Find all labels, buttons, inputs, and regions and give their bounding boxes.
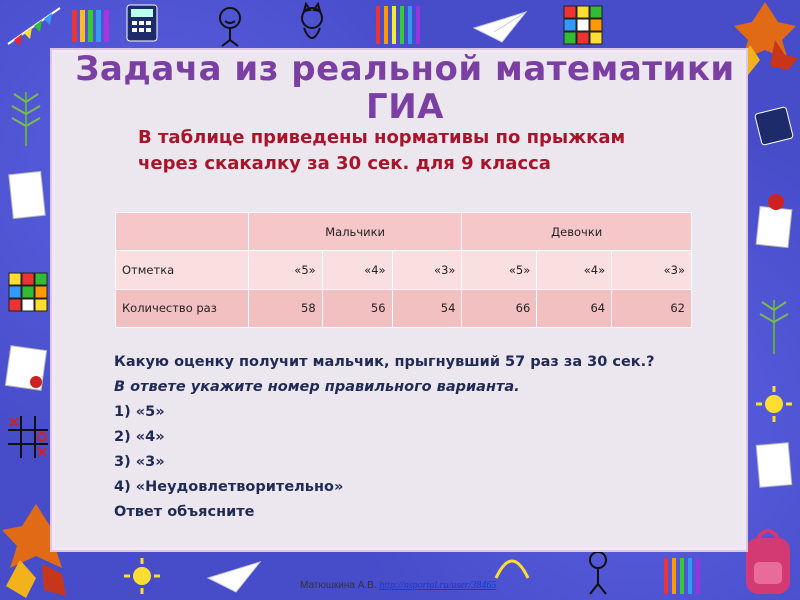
smiley-icon: [210, 4, 250, 48]
rubik-cube-icon: [6, 270, 50, 314]
table-cell: 58: [248, 289, 322, 327]
answer-option: 2) «4»: [114, 429, 165, 445]
table-cell: «4»: [537, 251, 612, 289]
notepad-icon: [8, 170, 46, 220]
calculator-icon: [124, 2, 160, 44]
stickman-icon: [578, 550, 618, 596]
slide-title: Задача из реальной математики ГИА: [75, 49, 735, 127]
notepad-icon: [4, 344, 50, 394]
spiral-icon: [492, 548, 532, 582]
table-cell: 64: [537, 289, 612, 327]
answer-option: 1) «5»: [114, 404, 165, 420]
paper-plane-icon: [472, 10, 528, 44]
table-cell: «5»: [248, 251, 322, 289]
calculator-icon: [754, 106, 794, 146]
norms-table: [115, 212, 692, 328]
notepad-icon: [754, 440, 794, 490]
table-cell: «4»: [322, 251, 392, 289]
table-corner-cell: [116, 213, 249, 251]
pencils-icon: [68, 6, 128, 46]
cat-icon: [292, 2, 332, 48]
table-row: [116, 251, 692, 289]
backpack-icon: [740, 524, 796, 598]
table-row-label: Отметка: [116, 251, 249, 289]
paper-plane-icon: [206, 560, 262, 594]
table-cell: «3»: [392, 251, 462, 289]
question-text: Какую оценку получит мальчик, прыгнувший 57 раз за 30 сек.?: [114, 354, 655, 370]
tree-icon: [8, 88, 44, 148]
intro-text: В таблице приведены нормативы по прыжкам через скакалку за 30 сек. для 9 класса: [138, 127, 626, 174]
sun-icon: [754, 384, 794, 424]
table-group-header: Девочки: [462, 213, 692, 251]
explain-prompt: Ответ объясните: [114, 504, 255, 520]
author-name: Матюшкина А.В.: [300, 580, 377, 591]
sun-icon: [122, 556, 162, 596]
tree-icon: [756, 296, 792, 356]
table-cell: 62: [612, 289, 692, 327]
flags-icon: [4, 4, 64, 48]
answer-option: 4) «Неудовлетворительно»: [114, 479, 344, 495]
table-row: [116, 289, 692, 327]
answer-option: 3) «3»: [114, 454, 165, 470]
rubik-cube-icon: [560, 2, 606, 48]
table-group-header: Мальчики: [248, 213, 462, 251]
footer-credit: [300, 580, 496, 591]
pencils-icon: [660, 556, 720, 596]
tic-tac-toe-icon: [6, 412, 50, 462]
pencils-icon: [372, 4, 432, 46]
question-block: [70, 350, 730, 525]
table-cell: «5»: [462, 251, 537, 289]
table-cell: «3»: [612, 251, 692, 289]
author-link[interactable]: http://nsportal.ru/user/38465: [379, 580, 497, 591]
table-cell: 54: [392, 289, 462, 327]
table-row-label: Количество раз: [116, 289, 249, 327]
pushpin-icon: [752, 190, 796, 250]
table-header-row: [116, 213, 692, 251]
answer-instruction: В ответе укажите номер правильного варианта.: [114, 379, 520, 395]
table-cell: 66: [462, 289, 537, 327]
table-cell: 56: [322, 289, 392, 327]
